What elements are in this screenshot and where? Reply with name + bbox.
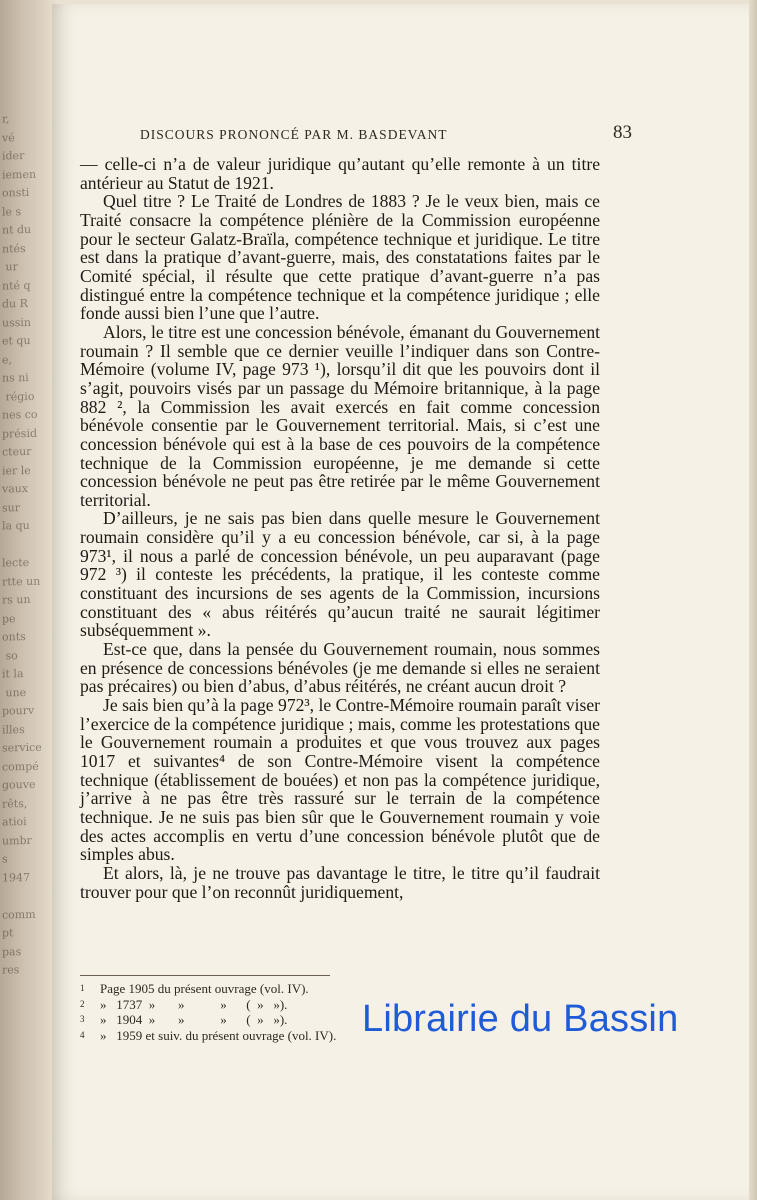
- paragraph: D’ailleurs, je ne sais pas bien dans quelle mesure le Gouvernement roumain considère qu’il y a eu concession bénévole, car si, à la page 973¹, il nous a parlé de concession bénévole, un peu auparavant (page 972 ³) il conteste les précédents, la pratique, il les conteste comme constituant des incursions de ses agents de la Commission, incursions constituant des « abus réitérés qu’aucun traité ne saurait légitimer subséquemment ».: [80, 508, 600, 641]
- footnote-text: Page 1905 du présent ouvrage (vol. IV).: [100, 981, 309, 996]
- running-title: DISCOURS PRONONCÉ PAR M. BASDEVANT: [140, 127, 448, 142]
- paragraph: Est-ce que, dans la pensée du Gouvernement roumain, nous sommes en présence de concessions bénévoles (je me demande si elles ne seraient pas précaires) ou bien d’abus, d’abus réitérés, ne créant aucun droit ?: [80, 639, 600, 697]
- main-text: [80, 155, 600, 901]
- footnote-number: 3: [80, 1014, 85, 1025]
- footnote-text: » 1737 » » » ( » »).: [100, 996, 288, 1012]
- footnote-number: 1: [80, 983, 85, 993]
- paragraph: Et alors, là, je ne trouve pas davantage le titre, le titre qu’il faudrait trouver pour que l’on reconnût juridiquement,: [80, 862, 600, 902]
- page-number: 83: [613, 122, 632, 143]
- page-right-edge: [749, 0, 757, 1200]
- watermark-text: Librairie du Bassin: [362, 998, 679, 1040]
- paragraph: Quel titre ? Le Traité de Londres de 1883 ? Je le veux bien, mais ce Traité consacre la compétence plénière de la Commission européenne pour le secteur Galatz-Braïla, compétence technique et juridique. Le titre est dans la pratique d’avant-guerre, mais, des constatations faites par le Comité spécial, il résulte que cette pratique d’avant-guerre n’a pas distingué entre la compétence technique et la compétence juridique ; elle fonde aussi bien l’une que l’autre.: [80, 191, 600, 324]
- footnote: [80, 981, 600, 997]
- footnote-number: 4: [80, 1029, 85, 1040]
- footnote-text: » 1904 » » » ( » »).: [100, 1012, 288, 1028]
- paragraph: Je sais bien qu’à la page 972³, le Contre-Mémoire roumain paraît viser l’exercice de la compétence juridique ; mais, comme les protestations que le Gouvernement roumain a produites et que vous trouvez aux pages 1017 et suivantes⁴ de son Contre-Mémoire visent la compétence technique (établissement de bouées) et non pas la compétence juridique, j’arrive à ne pas être très rassuré sur le terrain de la compétence technique. Je ne suis pas bien sûr que le Gouvernement roumain y voie des actes accomplis en vertu d’une concession bénévole plutôt que de simples abus.: [80, 695, 600, 865]
- paragraph: Alors, le titre est une concession bénévole, émanant du Gouvernement roumain ? Il semble que ce dernier veuille l’indiquer dans son Contre-Mémoire (volume IV, page 973 ¹), lorsqu’il dit que les pouvoirs dont il s’agit, pouvoirs visés par un passage du Mémoire britannique, à la page 882 ², la Commission les avait exercés en fait comme concession bénévole consentie par le Gouvernement territorial. Mais, si c’est une concession bénévole qui est à la base de ces pouvoirs de la compétence technique de la Commission européenne, je me demande si cette concession bénévole ne peut pas être retirée par le même Gouvernement territorial.: [80, 321, 600, 510]
- footnote-number: 2: [80, 998, 85, 1009]
- footnote-text: » 1959 et suiv. du présent ouvrage (vol. IV).: [100, 1027, 337, 1043]
- paragraph: — celle-ci n’a de valeur juridique qu’autant qu’elle remonte à un titre antérieur au Statut de 1921.: [80, 154, 600, 193]
- facing-page-edge: [0, 0, 56, 1200]
- facing-page-bleed-through: r, vé ider iemen onsti le s nt du ntés ur nté q du R ussin et qu e, ns ni régio nes co présid cteur ier le vaux sur la qu lecte rtte un rs un pe onts so it la une pourv illes service compé gouve rêts, atioi umbr s 1947 comm pt pas res: [2, 112, 42, 977]
- footnote-rule: [80, 975, 330, 976]
